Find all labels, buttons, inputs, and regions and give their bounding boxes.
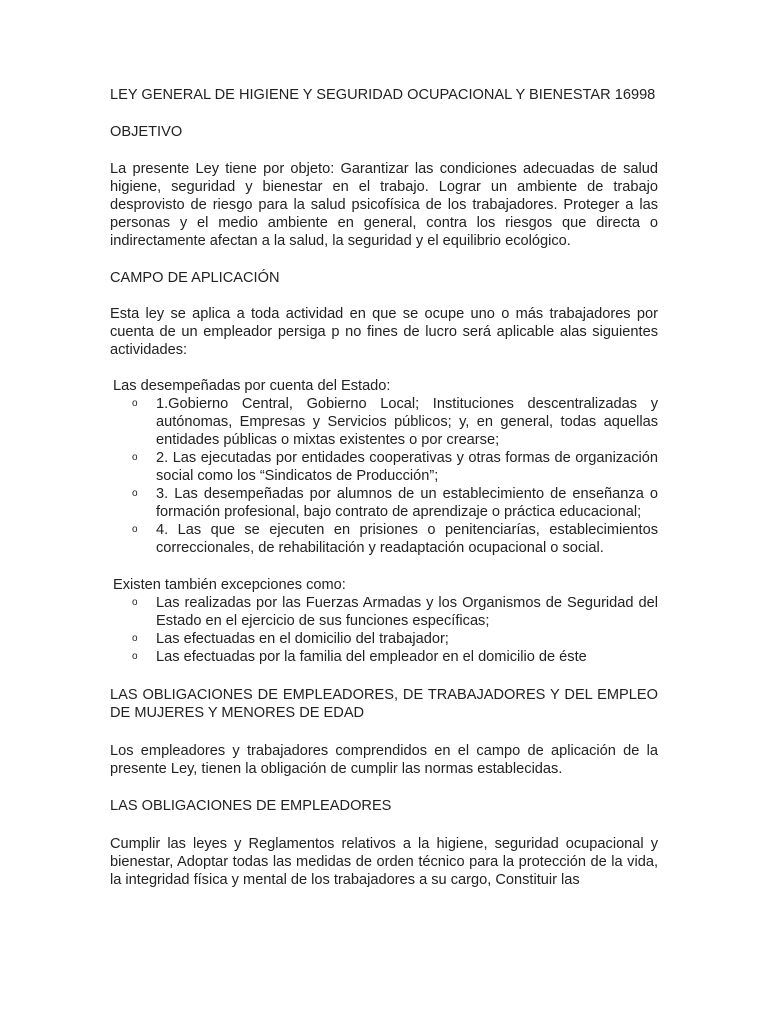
bullet-circle-icon: o [132, 633, 138, 644]
list-item [110, 594, 658, 630]
section-heading-campo-aplicacion: CAMPO DE APLICACIÓN [110, 270, 280, 286]
list-item-text: Las efectuadas por la familia del empleador en el domicilio de éste [156, 649, 587, 665]
list-item [110, 485, 658, 521]
list-item-text: 4. Las que se ejecuten en prisiones o penitenciarías, establecimientos correccionales, de rehabilitación y readaptación ocupacional o social. [156, 522, 658, 556]
list-item-text: Las realizadas por las Fuerzas Armadas y los Organismos de Seguridad del Estado en el ejercicio de sus funciones específicas; [156, 595, 658, 629]
bullet-circle-icon: o [132, 398, 138, 409]
list-item-text: Las efectuadas en el domicilio del trabajador; [156, 631, 449, 647]
list-item-text: 2. Las ejecutadas por entidades cooperativas y otras formas de organización social como los “Sindicatos de Producción”; [156, 450, 658, 484]
exceptions-list [110, 594, 658, 666]
bullet-circle-icon: o [132, 524, 138, 535]
list-item [110, 521, 658, 557]
paragraph-obligaciones-empleadores: Cumplir las leyes y Reglamentos relativos a la higiene, seguridad ocupacional y bienestar, Adoptar todas las medidas de orden técnico para la protección de la vida, la integridad física y mental de los trabajadores a su cargo, Constituir las [110, 836, 658, 888]
list-item-text: 3. Las desempeñadas por alumnos de un establecimiento de enseñanza o formación profesional, bajo contrato de aprendizaje o práctica educacional; [156, 486, 658, 520]
list-intro-estado: Las desempeñadas por cuenta del Estado: [113, 378, 391, 394]
paragraph-campo-aplicacion: Esta ley se aplica a toda actividad en que se ocupe uno o más trabajadores por cuenta de un empleador persiga p no fines de lucro será aplicable alas siguientes actividades: [110, 306, 658, 358]
bullet-circle-icon: o [132, 597, 138, 608]
paragraph-objetivo: La presente Ley tiene por objeto: Garantizar las condiciones adecuadas de salud higiene, seguridad y bienestar en el trabajo. Lograr un ambiente de trabajo desprovisto de riesgo para la salud psicofísica de los trabajadores. Proteger a las personas y el medio ambiente en general, contra los riesgos que directa o indirectamente afectan a la salud, la seguridad y el equilibrio ecológico. [110, 161, 658, 249]
list-item [110, 630, 658, 648]
list-item [110, 648, 658, 666]
list-item-text: 1.Gobierno Central, Gobierno Local; Instituciones descentralizadas y autónomas, Empresas y Servicios públicos; y, en general, todas aquellas entidades públicas o mixtas existentes o por crearse; [156, 396, 658, 448]
paragraph-obligaciones: Los empleadores y trabajadores comprendidos en el campo de aplicación de la presente Ley, tienen la obligación de cumplir las normas establecidas. [110, 743, 658, 777]
bullet-circle-icon: o [132, 452, 138, 463]
section-heading-obligaciones: LAS OBLIGACIONES DE EMPLEADORES, DE TRABAJADORES Y DEL EMPLEO DE MUJERES Y MENORES DE EDAD [110, 687, 658, 721]
section-heading-obligaciones-empleadores: LAS OBLIGACIONES DE EMPLEADORES [110, 798, 392, 814]
bullet-circle-icon: o [132, 651, 138, 662]
section-heading-objetivo: OBJETIVO [110, 124, 183, 140]
list-intro-excepciones: Existen también excepciones como: [113, 577, 346, 593]
list-item [110, 395, 658, 449]
bullet-circle-icon: o [132, 488, 138, 499]
document-body [110, 86, 658, 889]
document-title: LEY GENERAL DE HIGIENE Y SEGURIDAD OCUPACIONAL Y BIENESTAR 16998 [110, 87, 656, 103]
list-item [110, 449, 658, 485]
activities-list [110, 395, 658, 557]
